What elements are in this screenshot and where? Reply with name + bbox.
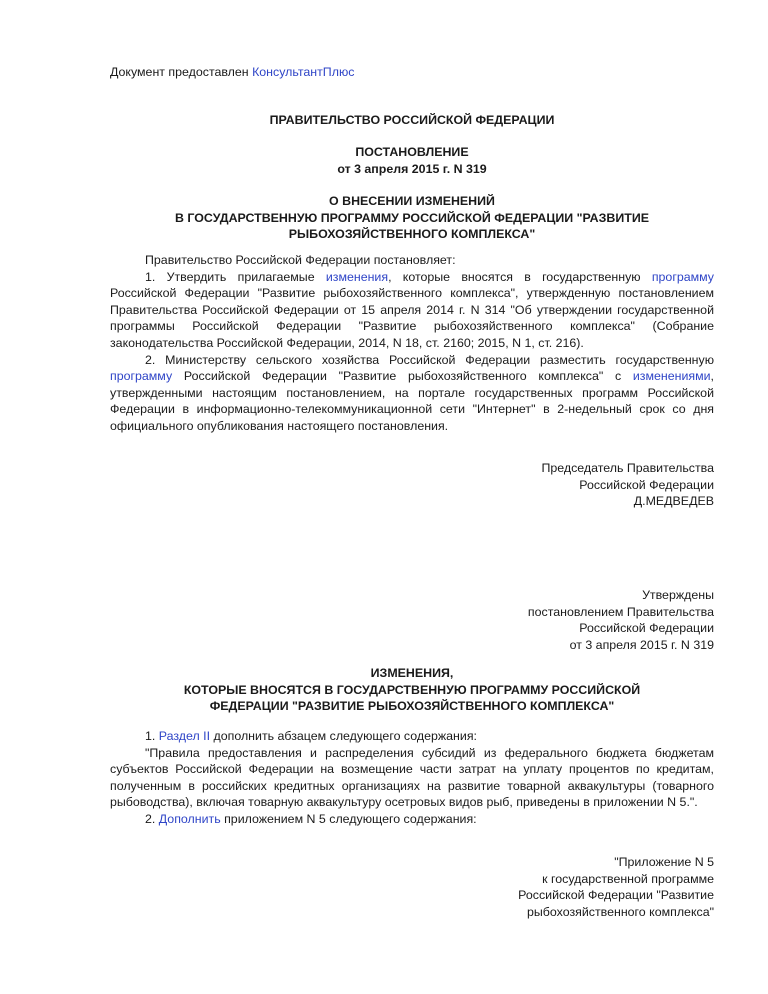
- annex-line-3: Российской Федерации "Развитие: [518, 888, 714, 903]
- changes-heading-line-2: КОТОРЫЕ ВНОСЯТСЯ В ГОСУДАРСТВЕННУЮ ПРОГРАММУ РОССИЙСКОЙ: [183, 682, 641, 697]
- changes-heading: [110, 665, 714, 715]
- change-2: 2. Дополнить приложением N 5 следующего содержания:: [145, 811, 477, 826]
- approval-block: [528, 587, 714, 653]
- decree-heading: [110, 144, 714, 177]
- changes-link[interactable]: изменения: [325, 269, 389, 284]
- approval-line-2: постановлением Правительства: [527, 604, 714, 619]
- signature-block: [541, 460, 714, 510]
- change-1: 1. Раздел II дополнить абзацем следующего содержания:: [145, 729, 477, 743]
- supplement-link[interactable]: Дополнить: [158, 811, 221, 826]
- paragraph-2: 2. Министерству сельского хозяйства Российской Федерации разместить государственную программу Российской Федерации "Развитие рыбохозяйственного комплекса" с изменениями, утвержденными настоящим постановлением, на портале государственных программ Российской Федерации в информационно-телекоммуникационной сети "Интернет" в 2-недельный срок со дня официального опубликования настоящего постановления.: [110, 352, 714, 433]
- subject-line-3: РЫБОХОЗЯЙСТВЕННОГО КОМПЛЕКСА": [288, 227, 536, 242]
- decree-subject: [110, 193, 714, 243]
- provided-by-line: [110, 64, 354, 81]
- approval-line-4: от 3 апреля 2015 г. N 319: [569, 637, 714, 652]
- paragraph-1: 1. Утвердить прилагаемые изменения, которые вносятся в государственную программу Российской Федерации "Развитие рыбохозяйственного комплекса", утвержденную постановлением Правительства Российской Федерации от 15 апреля 2014 г. N 314 "Об утверждении государственной программы Российской Федерации "Развитие рыбохозяйственного комплекса" (Собрание законодательства Российской Федерации, 2014, N 18, ст. 2160; 2015, N 1, ст. 216).: [110, 269, 714, 350]
- annex-line-4: рыбохозяйственного комплекса": [527, 904, 714, 919]
- signature-name: Д.МЕДВЕДЕВ: [633, 494, 714, 509]
- doc-date-number: от 3 апреля 2015 г. N 319: [337, 161, 487, 176]
- intro-paragraph: Правительство Российской Федерации постановляет:: [145, 253, 456, 267]
- decree-body: [110, 252, 714, 435]
- annex-line-1: "Приложение N 5: [614, 855, 714, 869]
- subject-line-1: О ВНЕСЕНИИ ИЗМЕНЕНИЙ: [329, 194, 495, 208]
- program-link-2[interactable]: программу: [110, 369, 173, 384]
- changes-heading-line-1: ИЗМЕНЕНИЯ,: [370, 666, 454, 680]
- annex-line-2: к государственной программе: [542, 871, 714, 886]
- program-link[interactable]: программу: [651, 269, 714, 284]
- government-heading: ПРАВИТЕЛЬСТВО РОССИЙСКОЙ ФЕДЕРАЦИИ: [269, 113, 555, 127]
- doc-type: ПОСТАНОВЛЕНИЕ: [355, 145, 469, 159]
- subject-line-2: В ГОСУДАРСТВЕННУЮ ПРОГРАММУ РОССИЙСКОЙ ФЕДЕРАЦИИ "РАЗВИТИЕ: [175, 210, 649, 225]
- approval-line-3: Российской Федерации: [579, 621, 714, 636]
- changes-link-2[interactable]: изменениями: [632, 369, 711, 384]
- annex-header: [518, 854, 714, 920]
- provided-by-text: Документ предоставлен: [110, 65, 253, 79]
- changes-heading-line-3: ФЕДЕРАЦИИ "РАЗВИТИЕ РЫБОХОЗЯЙСТВЕННОГО КОМПЛЕКСА": [209, 699, 615, 714]
- consultant-plus-link[interactable]: КонсультантПлюс: [252, 65, 355, 79]
- signature-line-1: Председатель Правительства: [541, 461, 714, 475]
- section-ii-link[interactable]: Раздел II: [158, 729, 211, 743]
- change-1-quote: "Правила предоставления и распределения субсидий из федерального бюджета бюджетам субъектов Российской Федерации на возмещение части затрат на уплату процентов по кредитам, полученным в российских кредитных организациях на развитие товарной аквакультуры (товарного рыбоводства), включая товарную аквакультуру осетровых видов рыб, приведены в приложении N 5.".: [110, 745, 714, 810]
- signature-line-2: Российской Федерации: [579, 477, 714, 492]
- approval-line-1: Утверждены: [642, 588, 714, 602]
- changes-body: [110, 728, 714, 828]
